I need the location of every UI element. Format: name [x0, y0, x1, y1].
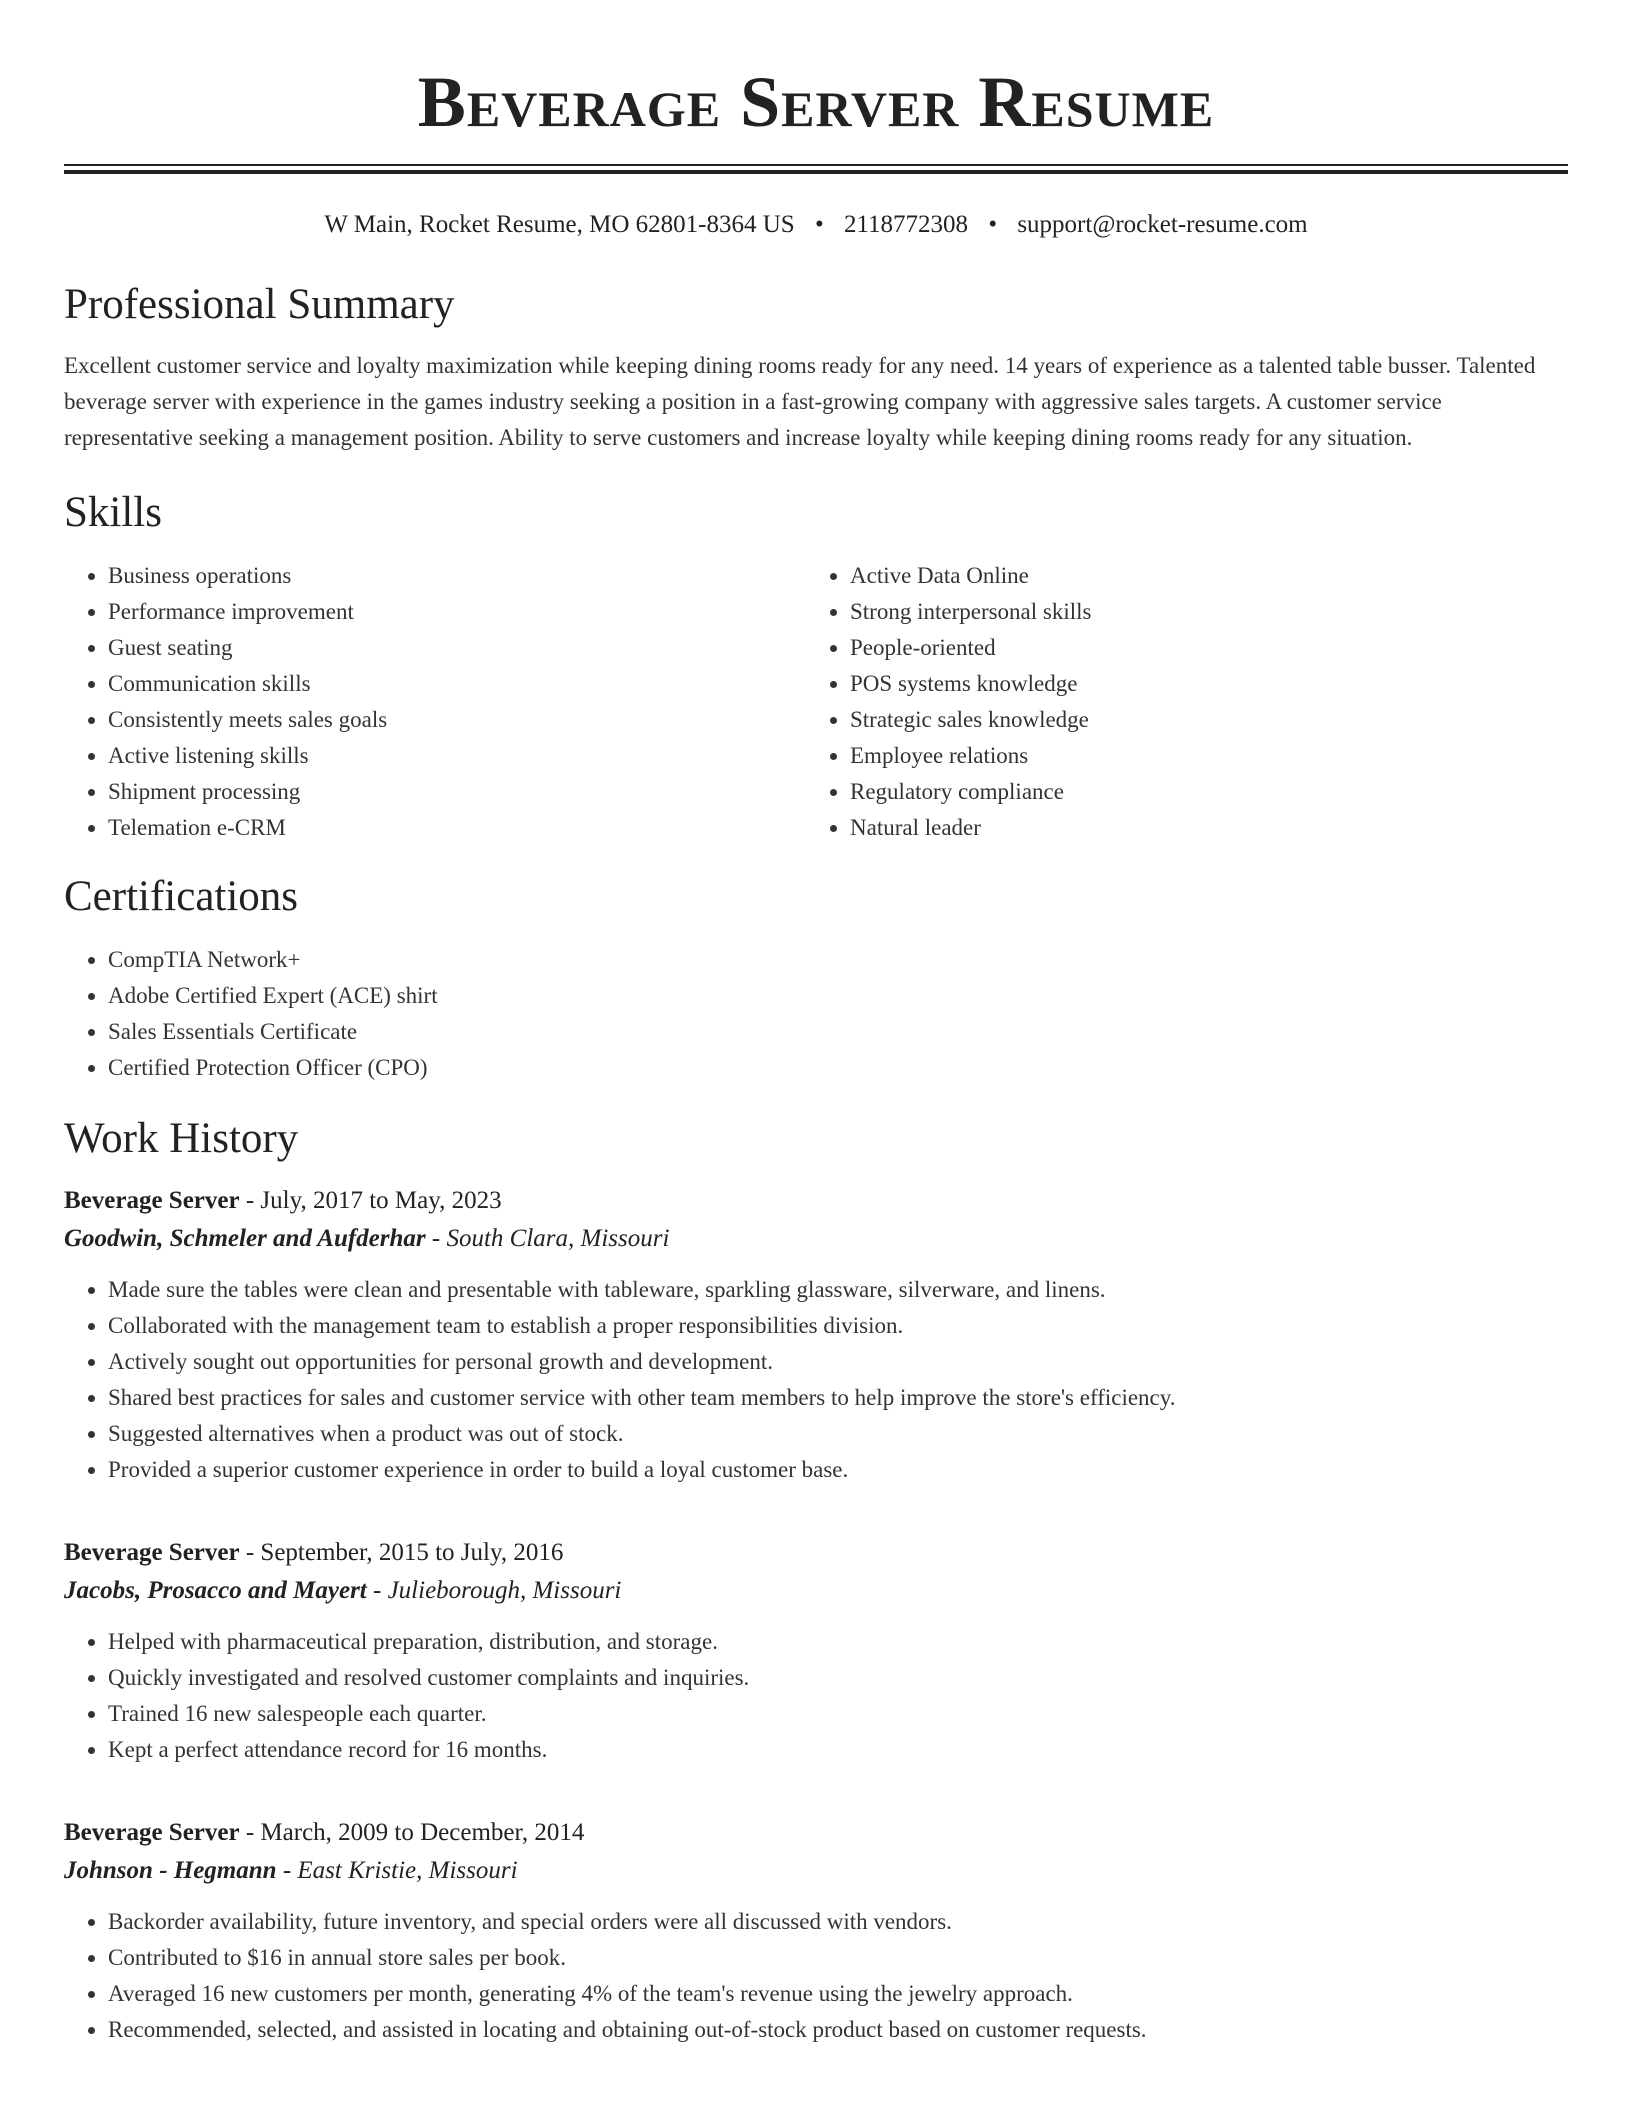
certification-item: • Sales Essentials Certificate — [108, 1014, 1568, 1050]
skill-item: • Active Data Online — [850, 558, 1548, 594]
contact-separator: • — [988, 211, 998, 238]
job-bullet: • Quickly investigated and resolved customer complaints and inquiries. — [108, 1660, 1568, 1696]
job-location: - Julieborough, Missouri — [366, 1577, 622, 1604]
job-bullet: • Helped with pharmaceutical preparation, distribution, and storage. — [108, 1624, 1568, 1660]
job-location: - South Clara, Missouri — [425, 1225, 670, 1252]
job-dates: - July, 2017 to May, 2023 — [239, 1187, 502, 1214]
resume-page — [64, 0, 1568, 2048]
skill-item: • Consistently meets sales goals — [108, 702, 806, 738]
job-dates: - September, 2015 to July, 2016 — [239, 1539, 564, 1566]
skill-item: • Business operations — [108, 558, 806, 594]
job-bullet: • Shared best practices for sales and customer service with other team members to help improve the store's efficiency. — [108, 1380, 1568, 1416]
job-title-line — [64, 1182, 1568, 1220]
job-company: Johnson - Hegmann — [64, 1857, 277, 1884]
job-title-line — [64, 1534, 1568, 1572]
job-bullet: • Provided a superior customer experience in order to build a loyal customer base. — [108, 1452, 1568, 1488]
skill-item: • POS systems knowledge — [850, 666, 1548, 702]
job-bullet: • Collaborated with the management team to establish a proper responsibilities division. — [108, 1308, 1568, 1344]
contact-separator: • — [814, 211, 824, 238]
job-bullet: • Averaged 16 new customers per month, generating 4% of the team's revenue using the jewelry approach. — [108, 1976, 1568, 2012]
contact-address: W Main, Rocket Resume, MO 62801-8364 US — [324, 211, 795, 238]
job-title: Beverage Server — [64, 1539, 240, 1566]
job-bullet: • Trained 16 new salespeople each quarter. — [108, 1696, 1568, 1732]
certifications-heading: Certifications — [64, 873, 299, 920]
job-company-line — [64, 1220, 1568, 1258]
skills-grid — [64, 558, 1568, 846]
skill-item: • People-oriented — [850, 630, 1548, 666]
skill-item: • Shipment processing — [108, 774, 806, 810]
skill-item: • Strategic sales knowledge — [850, 702, 1548, 738]
job-title: Beverage Server — [64, 1187, 240, 1214]
summary-heading: Professional Summary — [64, 281, 455, 328]
job-entry — [64, 1534, 1568, 1768]
job-bullet: • Kept a perfect attendance record for 16 months. — [108, 1732, 1568, 1768]
skills-heading: Skills — [64, 489, 162, 536]
certifications-list — [64, 942, 1568, 1086]
summary-text: Excellent customer service and loyalty maximization while keeping dining rooms ready for any need. 14 years of experience as a talented table busser. Talented beverage server with experience in the games industry seeking a position in a fast-growing company with aggressive sales targets. A customer service representative seeking a management position. Ability to serve customers and increase loyalty while keeping dining rooms ready for any situation. — [64, 353, 1536, 450]
resume-title: Beverage Server Resume — [417, 62, 1215, 142]
skills-list-left — [64, 558, 806, 846]
skill-item: • Strong interpersonal skills — [850, 594, 1548, 630]
job-bullet: • Backorder availability, future inventory, and special orders were all discussed with vendors. — [108, 1904, 1568, 1940]
job-entry — [64, 1182, 1568, 1488]
skill-item: • Communication skills — [108, 666, 806, 702]
skill-item: • Natural leader — [850, 810, 1548, 846]
skill-item: • Performance improvement — [108, 594, 806, 630]
skills-column-left — [64, 558, 806, 846]
job-title: Beverage Server — [64, 1819, 240, 1846]
job-company: Jacobs, Prosacco and Mayert — [64, 1577, 367, 1604]
contact-line — [64, 210, 1568, 240]
title-divider — [64, 164, 1568, 174]
job-dates: - March, 2009 to December, 2014 — [239, 1819, 585, 1846]
certification-item: • Certified Protection Officer (CPO) — [108, 1050, 1568, 1086]
job-bullet: • Actively sought out opportunities for personal growth and development. — [108, 1344, 1568, 1380]
job-location: - East Kristie, Missouri — [276, 1857, 518, 1884]
job-company: Goodwin, Schmeler and Aufderhar — [64, 1225, 426, 1252]
contact-phone: 2118772308 — [843, 211, 969, 238]
contact-email: support@rocket-resume.com — [1017, 211, 1308, 238]
job-entry — [64, 1814, 1568, 2048]
skill-item: • Active listening skills — [108, 738, 806, 774]
work-history-heading: Work History — [64, 1115, 299, 1162]
job-bullets — [64, 1272, 1568, 1488]
skill-item: • Guest seating — [108, 630, 806, 666]
skills-list-right — [806, 558, 1548, 846]
skill-item: • Telemation e-CRM — [108, 810, 806, 846]
job-company-line — [64, 1852, 1568, 1890]
skill-item: • Employee relations — [850, 738, 1548, 774]
job-bullet: • Suggested alternatives when a product was out of stock. — [108, 1416, 1568, 1452]
job-bullet: • Recommended, selected, and assisted in locating and obtaining out-of-stock product based on customer requests. — [108, 2012, 1568, 2048]
job-title-line — [64, 1814, 1568, 1852]
job-bullets — [64, 1904, 1568, 2048]
skill-item: • Regulatory compliance — [850, 774, 1548, 810]
certification-item: • Adobe Certified Expert (ACE) shirt — [108, 978, 1568, 1014]
job-bullets — [64, 1624, 1568, 1768]
job-company-line — [64, 1572, 1568, 1610]
job-bullet: • Contributed to $16 in annual store sales per book. — [108, 1940, 1568, 1976]
job-bullet: • Made sure the tables were clean and presentable with tableware, sparkling glassware, silverware, and linens. — [108, 1272, 1568, 1308]
skills-column-right — [806, 558, 1548, 846]
certification-item: • CompTIA Network+ — [108, 942, 1568, 978]
